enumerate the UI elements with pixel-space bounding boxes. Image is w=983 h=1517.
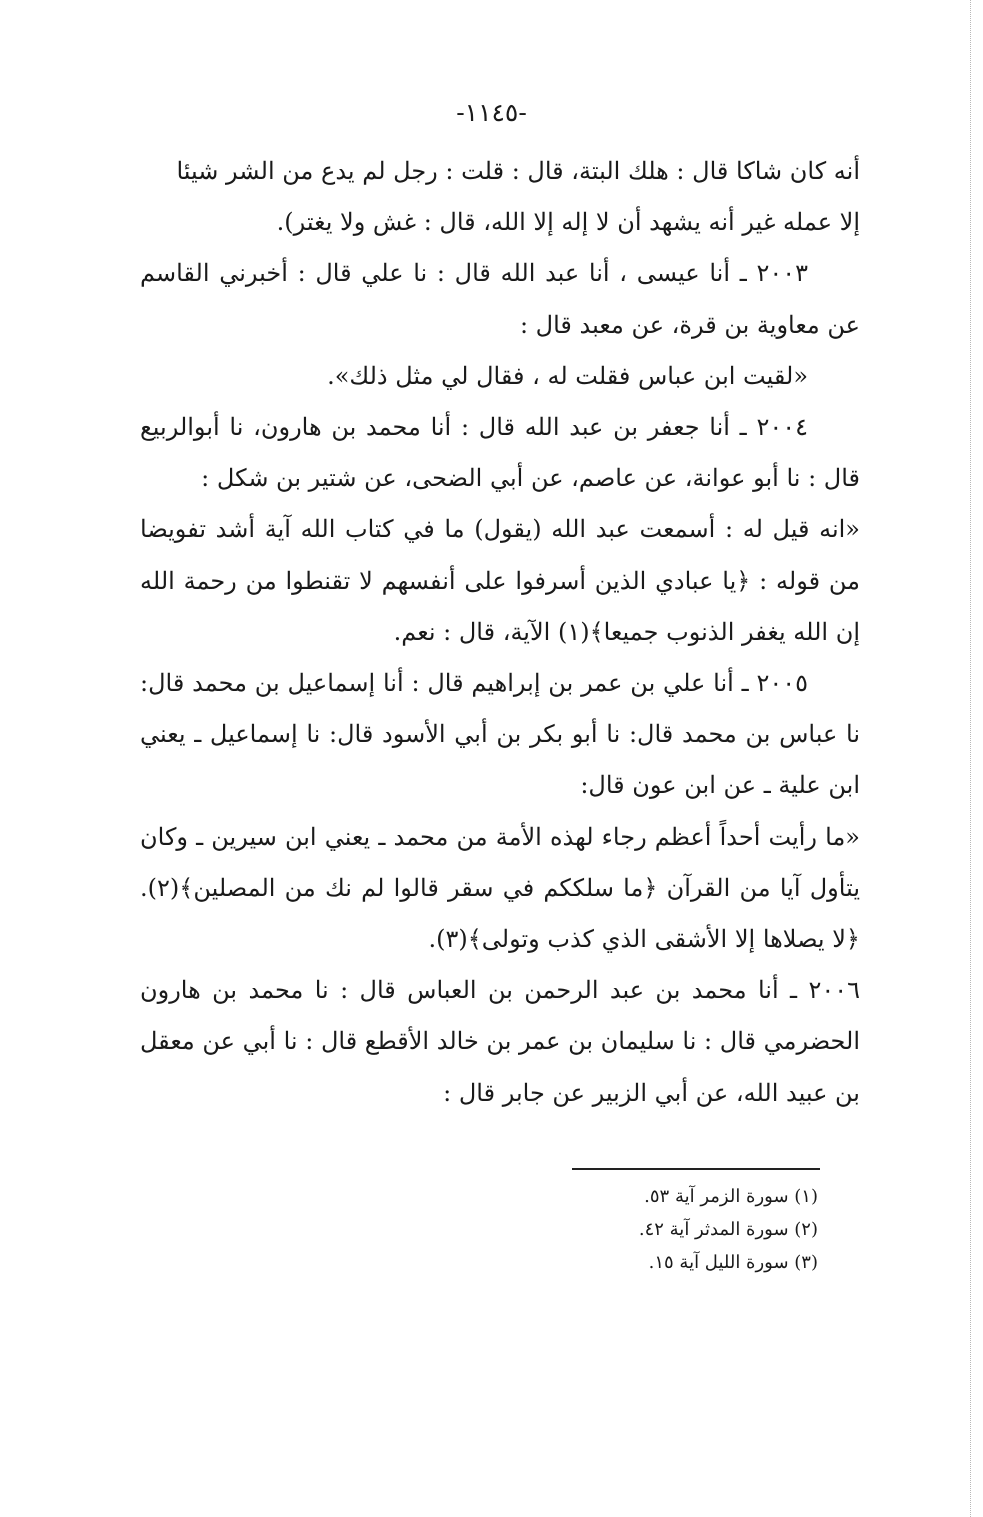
footnote-3: (٣) سورة الليل آية ١٥.	[648, 1252, 818, 1273]
hadith-2005: ٢٠٠٥ ـ أنا علي بن عمر بن إبراهيم قال : أنا إسماعيل بن محمد قال: نا عباس بن محمد قال: نا أبو بكر بن أبي الأسود قال: نا إسماعيل ـ يعني ابن علية ـ عن ابن عون قال:	[140, 669, 860, 800]
hadith-2003: ٢٠٠٣ ـ أنا عيسى ، أنا عبد الله قال : نا علي قال : أخبرني القاسم عن معاوية بن قرة، عن معبد قال :	[140, 259, 860, 339]
hadith-2004: ٢٠٠٤ ـ أنا جعفر بن عبد الله قال : أنا محمد بن هارون، نا أبوالربيع قال : نا أبو عوانة، عن عاصم، عن أبي الضحى، عن شتير بن شكل :	[140, 413, 860, 493]
footnotes	[440, 1180, 818, 1279]
quote-2003: «لقيت ابن عباس فقلت له ، فقال لي مثل ذلك».	[327, 361, 808, 390]
text-line: إلا عمله غير أنه يشهد أن لا إله إلا الله، قال : غش ولا يغتر).	[276, 208, 860, 237]
footnote-2: (٢) سورة المدثر آية ٤٢.	[638, 1219, 818, 1240]
hadith-2006: ٢٠٠٦ ـ أنا محمد بن عبد الرحمن بن العباس قال : نا محمد بن هارون الحضرمي قال : نا سليمان بن عمر بن خالد الأقطع قال : نا أبي عن معقل بن عبيد الله، عن أبي الزبير عن جابر قال :	[140, 976, 860, 1107]
quote-2005: «ما رأيت أحداً أعظم رجاء لهذه الأمة من محمد ـ يعني ابن سيرين ـ وكان يتأول آيا من القرآن ﴿ما سلككم في سقر قالوا لم نك من المصلين﴾(٢). ﴿لا يصلاها إلا الأشقى الذي كذب وتولى﴾(٣).	[140, 822, 860, 954]
footnote-1: (١) سورة الزمر آية ٥٣.	[644, 1186, 818, 1207]
scan-edge-line	[970, 0, 971, 1517]
quote-2004: «انه قيل له : أسمعت عبد الله (يقول) ما في كتاب الله آية أشد تفويضا من قوله : ﴿يا عبادي الذين أسرفوا على أنفسهم لا تقنطوا من رحمة الله إن الله يغفر الذنوب جميعا﴾(١) الآية، قال : نعم.	[140, 515, 860, 646]
text-line: أنه كان شاكا قال : هلك البتة، قال : قلت : رجل لم يدع من الشر شيئا	[176, 157, 860, 185]
footnote-separator	[572, 1168, 820, 1170]
page-number: -١١٤٥-	[456, 98, 527, 127]
main-text	[140, 146, 860, 1119]
